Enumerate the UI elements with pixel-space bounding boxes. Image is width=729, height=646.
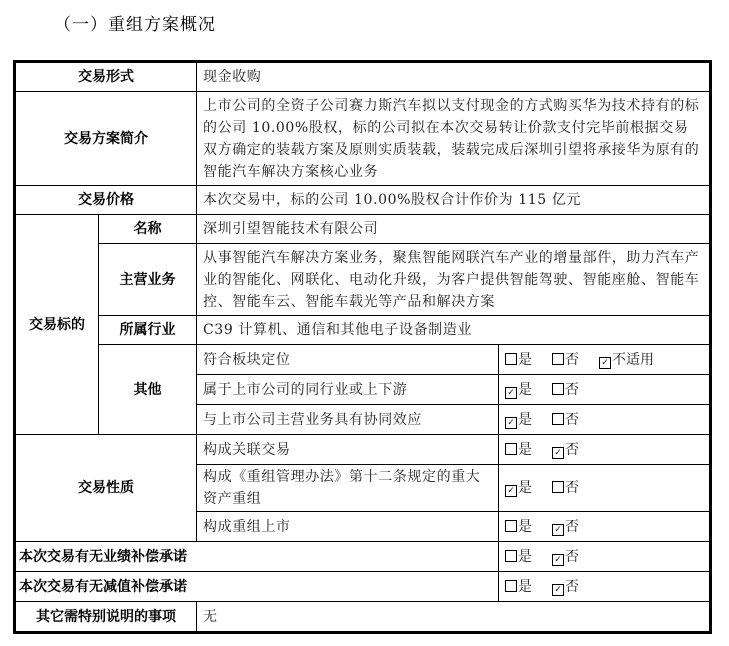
checked-box-icon[interactable]: ✓ — [552, 447, 564, 459]
checkbox-option[interactable] — [505, 349, 532, 371]
checkbox-option[interactable] — [505, 516, 532, 538]
label-transaction-summary: 交易方案简介 — [15, 92, 197, 186]
checkbox-label: 否 — [565, 518, 579, 535]
value-other-notes: 无 — [197, 602, 711, 633]
nature-item-text: 构成关联交易 — [197, 435, 499, 465]
unchecked-box-icon[interactable] — [505, 520, 517, 532]
label-other-notes: 其它需特别说明的事项 — [15, 602, 197, 633]
checkbox-option[interactable] — [552, 477, 579, 499]
other-item-options — [499, 405, 711, 435]
checkbox-option[interactable] — [599, 349, 654, 371]
value-industry: C39 计算机、通信和其他电子设备制造业 — [197, 316, 711, 345]
checkbox-option[interactable] — [552, 349, 579, 371]
unchecked-box-icon[interactable] — [505, 580, 517, 592]
checked-box-icon[interactable]: ✓ — [552, 524, 564, 536]
row-other-0 — [15, 345, 711, 375]
label-industry: 所属行业 — [99, 316, 197, 345]
checkbox-label: 是 — [518, 381, 532, 398]
checkbox-label: 是 — [518, 548, 532, 565]
checkbox-label: 否 — [565, 548, 579, 565]
checkbox-label: 不适用 — [612, 351, 654, 368]
value-transaction-summary: 上市公司的全资子公司赛力斯汽车拟以支付现金的方式购买华为技术持有的标的公司 10.00%股权，标的公司拟在本次交易转让价款支付完毕前根据交易双方确定的装载方案及原则实质装载，装载完成后深圳引望将承接华为原有的智能汽车解决方案核心业务 — [197, 92, 711, 186]
label-target-name: 名称 — [99, 215, 197, 244]
row-nature-0 — [15, 435, 711, 465]
row-impairment-compensation — [15, 572, 711, 602]
label-transaction-price: 交易价格 — [15, 186, 197, 215]
checked-box-icon[interactable]: ✓ — [552, 584, 564, 596]
checked-box-icon[interactable]: ✓ — [505, 417, 517, 429]
checkbox-label: 是 — [518, 411, 532, 428]
other-item-options — [499, 375, 711, 405]
label-impairment-compensation: 本次交易有无减值补偿承诺 — [15, 572, 499, 602]
unchecked-box-icon[interactable] — [505, 353, 517, 365]
value-transaction-form: 现金收购 — [197, 62, 711, 92]
impairment-compensation-options — [499, 572, 711, 602]
row-other-notes — [15, 602, 711, 633]
label-transaction-nature: 交易性质 — [15, 435, 197, 542]
label-performance-compensation: 本次交易有无业绩补偿承诺 — [15, 542, 499, 572]
row-target-name — [15, 215, 711, 244]
checked-box-icon[interactable]: ✓ — [599, 357, 611, 369]
unchecked-box-icon[interactable] — [552, 353, 564, 365]
checkbox-label: 是 — [518, 351, 532, 368]
row-target-industry — [15, 316, 711, 345]
row-transaction-price — [15, 186, 711, 215]
row-transaction-form — [15, 62, 711, 92]
row-transaction-summary — [15, 92, 711, 186]
checkbox-option[interactable] — [505, 546, 532, 568]
checkbox-label: 是 — [518, 518, 532, 535]
checkbox-label: 否 — [565, 411, 579, 428]
unchecked-box-icon[interactable] — [552, 481, 564, 493]
unchecked-box-icon[interactable] — [552, 413, 564, 425]
checkbox-option[interactable] — [505, 576, 532, 598]
checkbox-option[interactable] — [552, 546, 579, 568]
checked-box-icon[interactable]: ✓ — [505, 387, 517, 399]
section-title: （一）重组方案概况 — [54, 15, 216, 35]
checkbox-option[interactable] — [552, 439, 579, 461]
unchecked-box-icon[interactable] — [505, 550, 517, 562]
unchecked-box-icon[interactable] — [552, 383, 564, 395]
value-target-name: 深圳引望智能技术有限公司 — [197, 215, 711, 244]
label-transaction-target: 交易标的 — [15, 215, 99, 435]
nature-item-options — [499, 435, 711, 465]
checkbox-option[interactable] — [505, 477, 532, 499]
nature-item-options — [499, 512, 711, 542]
row-target-business — [15, 244, 711, 316]
nature-item-options — [499, 465, 711, 512]
unchecked-box-icon[interactable] — [505, 443, 517, 455]
value-main-business: 从事智能汽车解决方案业务，聚焦智能网联汽车产业的增量部件，助力汽车产业的智能化、网联化、电动化升级，为客户提供智能驾驶、智能座舱、智能车控、智能车云、智能车载光等产品和解决方案 — [197, 244, 711, 316]
checkbox-label: 是 — [518, 441, 532, 458]
row-performance-compensation — [15, 542, 711, 572]
checkbox-label: 是 — [518, 480, 532, 496]
value-transaction-price: 本次交易中，标的公司 10.00%股权合计作价为 115 亿元 — [197, 186, 711, 215]
checkbox-label: 是 — [518, 578, 532, 595]
checkbox-label: 否 — [565, 381, 579, 398]
label-other: 其他 — [99, 345, 197, 435]
checkbox-option[interactable] — [552, 379, 579, 401]
other-item-text: 与上市公司主营业务具有协同效应 — [197, 405, 499, 435]
checkbox-label: 否 — [565, 480, 579, 496]
checked-box-icon[interactable]: ✓ — [505, 485, 517, 497]
checkbox-label: 否 — [565, 441, 579, 458]
checked-box-icon[interactable]: ✓ — [552, 554, 564, 566]
checkbox-label: 否 — [565, 578, 579, 595]
restructuring-overview-table — [13, 60, 712, 634]
other-item-options — [499, 345, 711, 375]
nature-item-text: 构成重组上市 — [197, 512, 499, 542]
label-transaction-form: 交易形式 — [15, 62, 197, 92]
checkbox-label: 否 — [565, 351, 579, 368]
checkbox-option[interactable] — [505, 379, 532, 401]
nature-item-text: 构成《重组管理办法》第十二条规定的重大资产重组 — [197, 465, 499, 512]
checkbox-option[interactable] — [505, 439, 532, 461]
checkbox-option[interactable] — [505, 409, 532, 431]
other-item-text: 属于上市公司的同行业或上下游 — [197, 375, 499, 405]
checkbox-option[interactable] — [552, 516, 579, 538]
other-item-text: 符合板块定位 — [197, 345, 499, 375]
checkbox-option[interactable] — [552, 409, 579, 431]
performance-compensation-options — [499, 542, 711, 572]
checkbox-option[interactable] — [552, 576, 579, 598]
label-main-business: 主营业务 — [99, 244, 197, 316]
